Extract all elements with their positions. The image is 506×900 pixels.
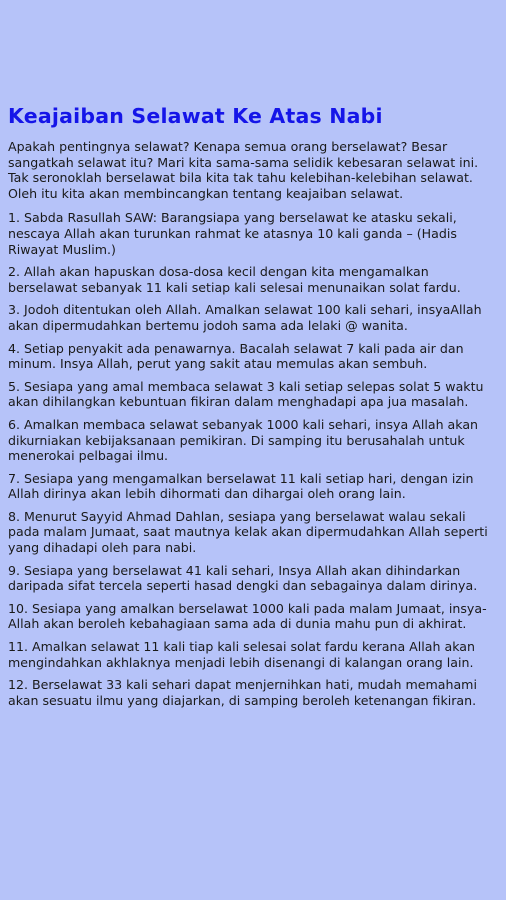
list-item: 4. Setiap penyakit ada penawarnya. Bacalah selawat 7 kali pada air dan minum. Insya Allah, perut yang sakit atau memulas akan sembuh. xyxy=(8,340,464,372)
list-item: 12. Berselawat 33 kali sehari dapat menjernihkan hati, mudah memahami akan sesuatu ilmu yang diajarkan, di samping beroleh ketenangan fikiran. xyxy=(8,677,477,708)
list-item: 9. Sesiapa yang berselawat 41 kali sehari, Insya Allah akan dihindarkan daripada sifat tercela seperti hasad dengki dan sebagainya dalam dirinya. xyxy=(8,562,478,594)
list-item: 8. Menurut Sayyid Ahmad Dahlan, sesiapa yang berselawat walau sekali pada malam Jumaat, saat mautnya kelak akan dipermudahkan Allah seperti yang dihadapi oleh para nabi. xyxy=(8,508,488,556)
list-item: 7. Sesiapa yang mengamalkan berselawat 11 kali setiap hari, dengan izin Allah dirinya akan lebih dihormati dan dihargai oleh orang lain. xyxy=(8,470,474,502)
list-item: 5. Sesiapa yang amal membaca selawat 3 kali setiap selepas solat 5 waktu akan dihilangkan kebuntuan fikiran dalam menghadapi apa jua masalah. xyxy=(8,378,484,410)
list-item: 6. Amalkan membaca selawat sebanyak 1000 kali sehari, insya Allah akan dikurniakan kebijaksanaan pemikiran. Di samping itu berusahalah untuk menerokai pelbagai ilmu. xyxy=(8,416,479,464)
article-title: Keajaiban Selawat Ke Atas Nabi xyxy=(8,104,383,128)
article-intro: Apakah pentingnya selawat? Kenapa semua orang berselawat? Besar sangatkah selawat itu? Mari kita sama-sama selidik kebesaran selawat ini. Tak seronoklah berselawat bila kita tak tahu kelebihan-kelebihan selawat. Oleh itu kita akan membincangkan tentang keajaiban selawat. xyxy=(8,139,479,201)
list-item: 3. Jodoh ditentukan oleh Allah. Amalkan selawat 100 kali sehari, insyaAllah akan dipermudahkan bertemu jodoh sama ada lelaki @ wanita. xyxy=(8,302,482,333)
list-item: 2. Allah akan hapuskan dosa-dosa kecil dengan kita mengamalkan berselawat sebanyak 11 kali setiap kali selesai menunaikan solat fardu. xyxy=(8,264,461,295)
list-item: 1. Sabda Rasullah SAW: Barangsiapa yang berselawat ke atasku sekali, nescaya Allah akan turunkan rahmat ke atasnya 10 kali ganda – (Hadis Riwayat Muslim.) xyxy=(8,210,457,257)
list-item: 11. Amalkan selawat 11 kali tiap kali selesai solat fardu kerana Allah akan mengindahkan akhlaknya menjadi lebih disenangi di kalangan orang lain. xyxy=(8,639,475,670)
list-item: 10. Sesiapa yang amalkan berselawat 1000 kali pada malam Jumaat, insya-Allah akan beroleh kebahagiaan sama ada di dunia mahu pun di akhirat. xyxy=(8,600,487,632)
